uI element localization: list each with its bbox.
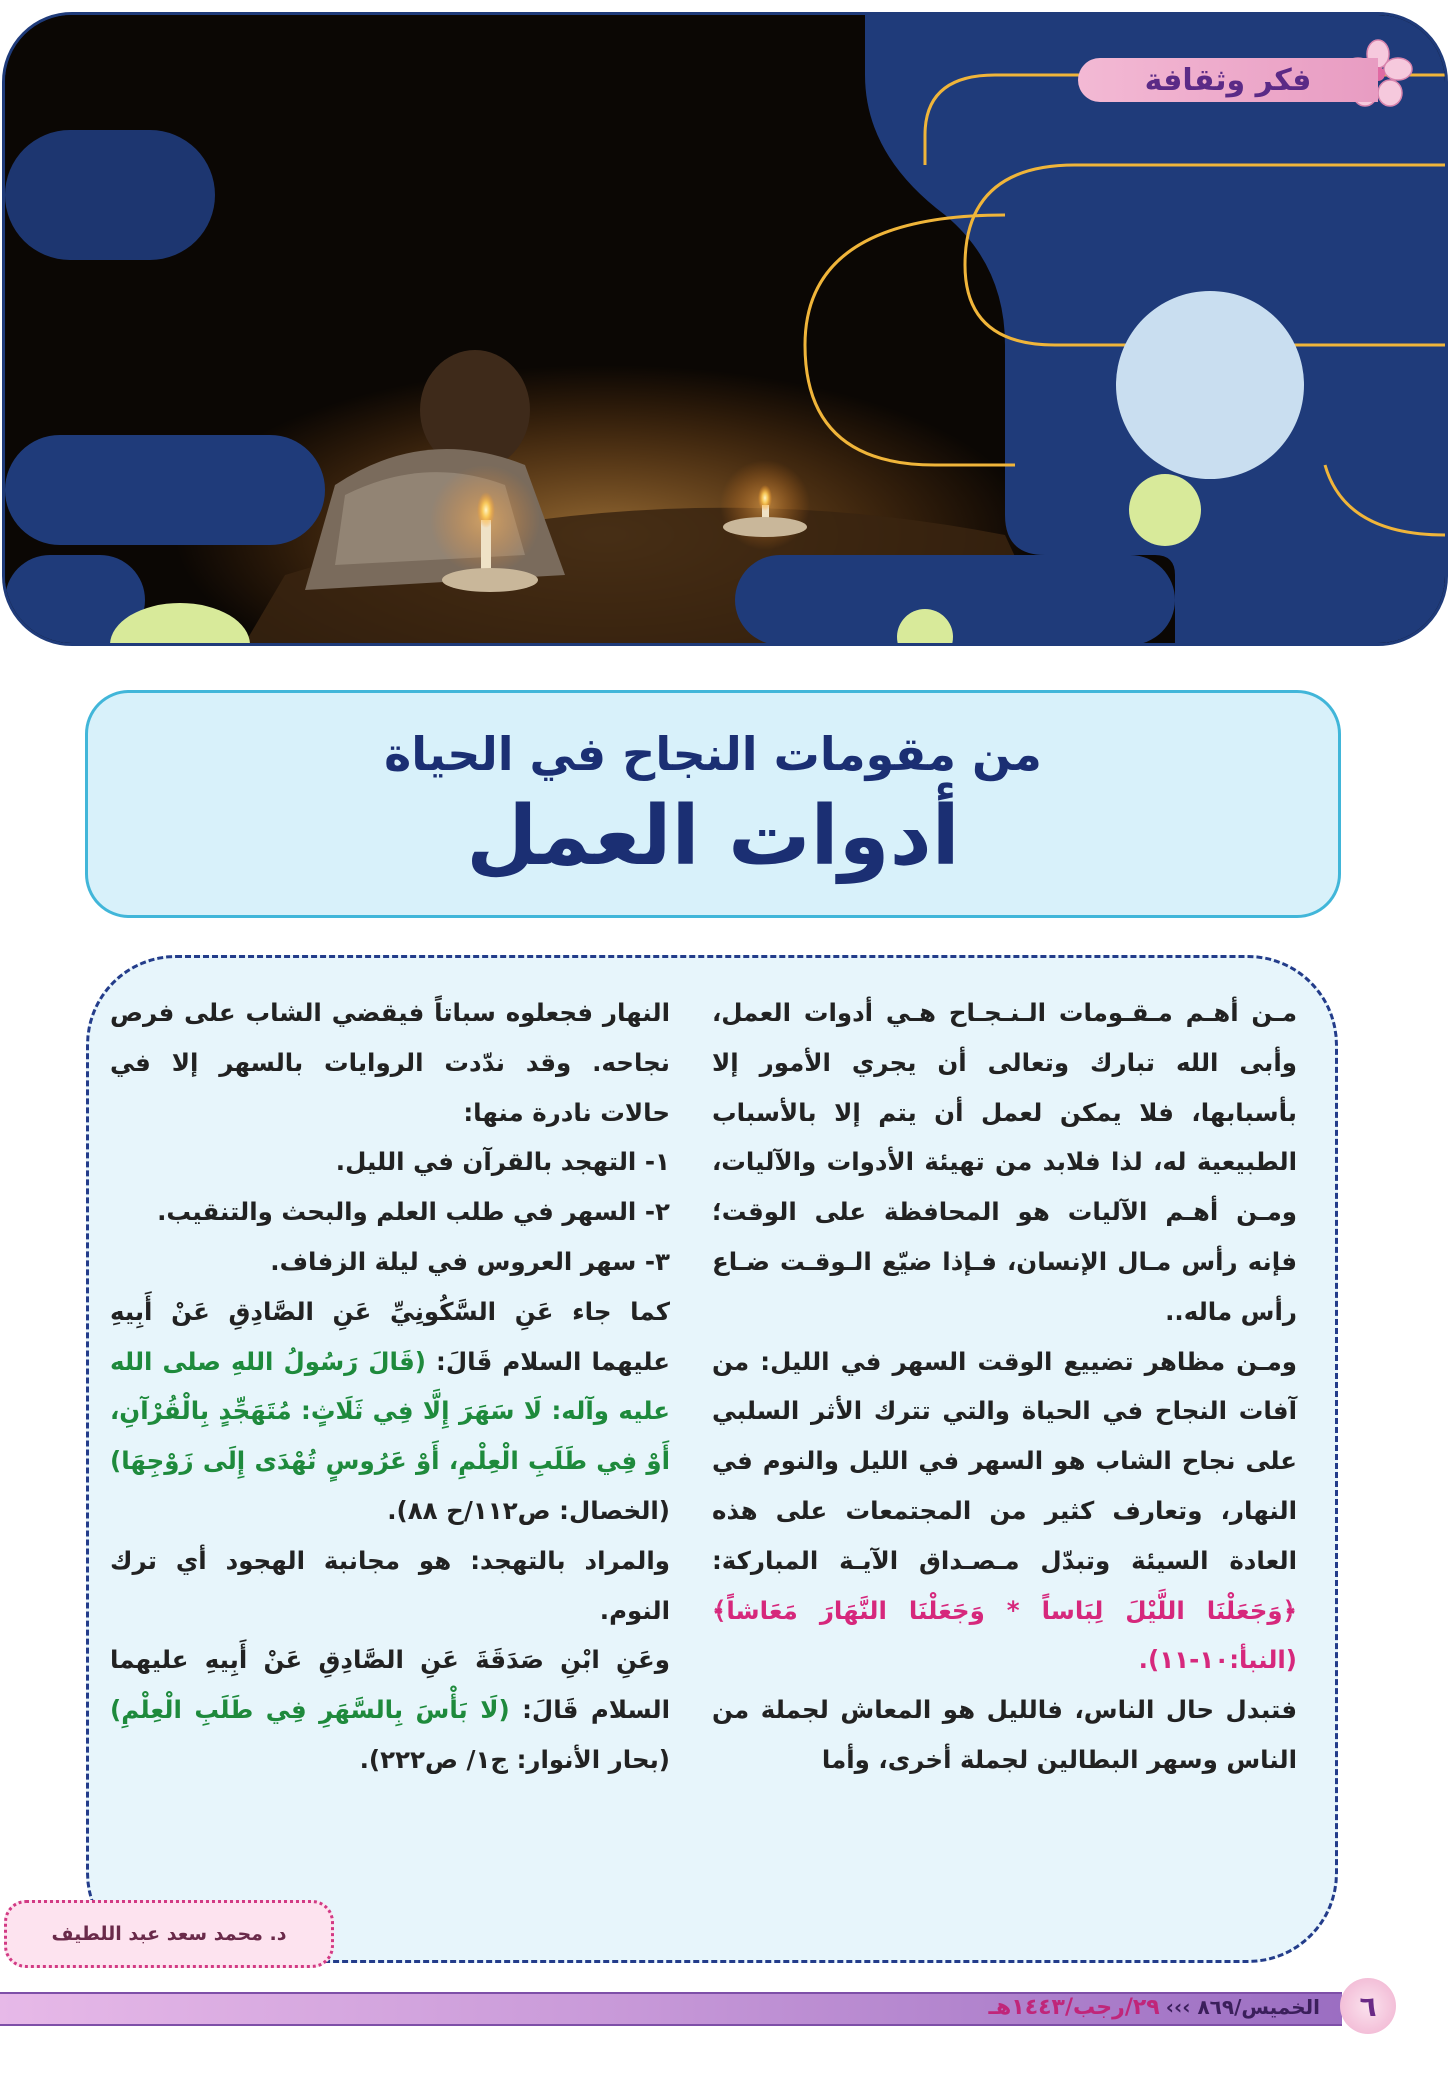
footer-date: ٢٩/رجب/١٤٤٣هـ — [988, 1994, 1160, 2020]
article-paragraph — [110, 1287, 670, 1536]
paragraph-text: وعَنِ ابْنِ صَدَقَةَ عَنِ الصَّادِقِ عَنْ أَبِيهِ عليهما السلام قَالَ: — [110, 1645, 670, 1725]
article-paragraph — [110, 1635, 670, 1784]
article-paragraph — [110, 1237, 670, 1287]
footer-issue: الخميس/٨٦٩ ››› — [1165, 1995, 1320, 2019]
author-name: د. محمد سعد عبد اللطيف — [4, 1900, 334, 1968]
hero-illustration — [5, 15, 1445, 643]
article-title: أدوات العمل — [466, 789, 960, 884]
article-paragraph — [110, 1536, 670, 1636]
footer-issue-info — [960, 1990, 1320, 2024]
paragraph-text: (بحار الأنوار: ج١/ ص٢٢٢). — [359, 1744, 670, 1774]
paragraph-text: والمراد بالتهجد: هو مجانبة الهجود أي ترك النوم. — [110, 1545, 670, 1625]
hero-banner — [2, 12, 1448, 646]
paragraph-text: ٢- السهر في طلب العلم والبحث والتنقيب. — [157, 1197, 670, 1227]
article-column-left — [110, 988, 670, 1785]
title-box — [85, 690, 1341, 918]
article-paragraph — [110, 1137, 670, 1187]
article-paragraph — [110, 1187, 670, 1237]
hadith-quote: (لَا بَأْسَ بِالسَّهَرِ فِي طَلَبِ الْعِلْمِ) — [110, 1695, 510, 1725]
paragraph-text: (الخصال: ص١١٢/ح ٨٨). — [387, 1495, 670, 1525]
article-paragraph — [712, 1685, 1297, 1785]
paragraph-text: فتبدل حال الناس، فالليل هو المعاش لجملة من الناس وسهر البطالين لجملة أخرى، وأما — [712, 1695, 1297, 1774]
quran-verse: (النبأ:١٠-١١). — [1138, 1645, 1297, 1675]
page-number: ٦ — [1340, 1978, 1396, 2034]
paragraph-text: ٣- سهر العروس في ليلة الزفاف. — [270, 1246, 670, 1276]
paragraph-text: ١- التهجد بالقرآن في الليل. — [335, 1147, 670, 1177]
hadith-quote: (قَالَ رَسُولُ اللهِ صلى الله عليه وآله: لَا سَهَرَ إِلَّا فِي ثَلَاثٍ: مُتَهَجِّدٍ بِالْقُرْآنِ، أَوْ فِي طَلَبِ الْعِلْمِ، أَوْ عَرُوسٍ تُهْدَى إِلَى زَوْجِهَا) — [110, 1346, 670, 1476]
article-paragraph — [110, 988, 670, 1137]
article-subtitle: من مقومات النجاح في الحياة — [384, 727, 1042, 781]
article-paragraph — [712, 988, 1297, 1337]
article-column-right — [712, 988, 1297, 1785]
paragraph-text: مـن أهـم مـقـومات الـنـجـاح هـي أدوات العمل، وأبى الله تبارك وتعالى أن يجري الأمور إلا بأسبابها، فلا يمكن لعمل أن يتم إلا بالأسباب الطبيعية له، لذا فلابد من تهيئة الأدوات والآليات، ومـن أهـم الآليات هو المحافظة على الوقت؛ فإنه رأس مـال الإنسان، فـإذا ضيّع الـوقـت ضـاع رأس ماله.. — [712, 998, 1297, 1326]
article-body — [86, 955, 1338, 1963]
article-paragraph — [712, 1337, 1297, 1686]
quran-verse: ﴿وَجَعَلْنَا اللَّيْلَ لِبَاساً * وَجَعَلْنَا النَّهَارَ مَعَاشاً﴾ — [712, 1595, 1297, 1625]
section-tag: فكر وثقافة — [1078, 58, 1378, 102]
paragraph-text: ومـن مظاهر تضييع الوقت السهر في الليل: من آفات النجاح في الحياة والتي تترك الأثر السلبي على نجاح الشاب هو السهر في الليل والنوم في النهار، وتعارف كثير من المجتمعات على هذه العادة السيئة وتبدّل مـصـداق الآيـة المباركة: — [712, 1346, 1297, 1575]
paragraph-text: النهار فجعلوه سباتاً فيقضي الشاب على فرص نجاحه. وقد ندّدت الروايات بالسهر إلا في حالات نادرة منها: — [110, 998, 670, 1127]
paragraph-text: كما جاء عَنِ السَّكُونِيِّ عَنِ الصَّادِقِ عَنْ أَبِيهِ عليهما السلام قَالَ: — [110, 1296, 670, 1376]
